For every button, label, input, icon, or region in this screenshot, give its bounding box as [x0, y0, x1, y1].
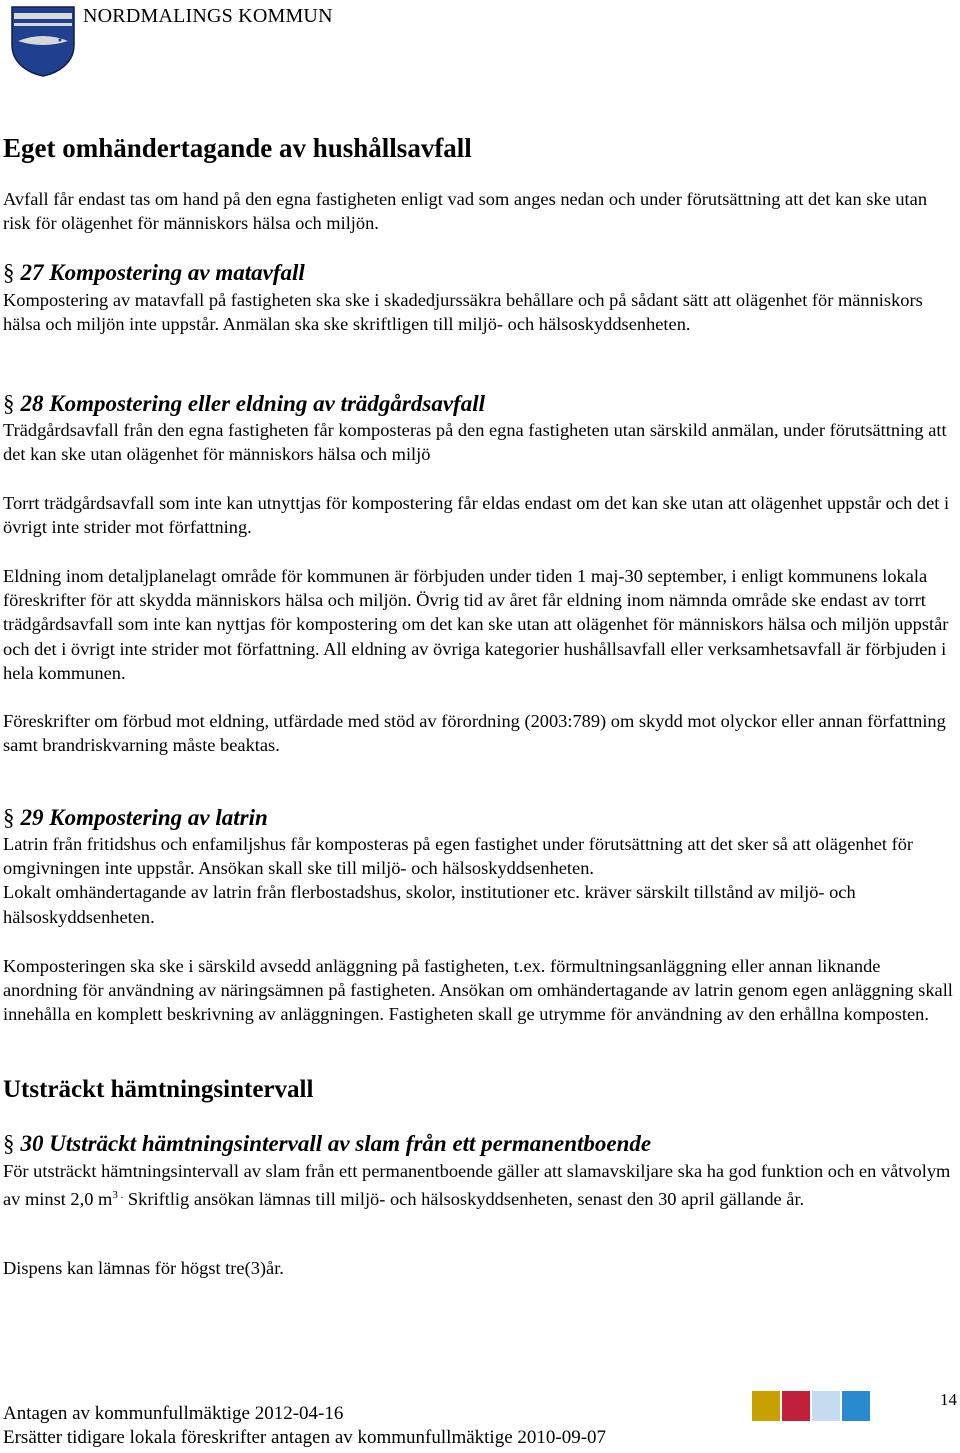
section-28-heading: [3, 391, 485, 417]
section-30-heading: [3, 1131, 651, 1157]
paragraph-29-latrine-a: Latrin från fritidshus och enfamiljshus får komposteras på egen fastighet under förutsättning att det sker så att olägenhet för omgivningen inte uppstår. Ansökan skall ske till miljö- och hälsoskyddsenheten.: [3, 834, 914, 879]
footer-square-blue: [842, 1391, 870, 1421]
paragraph-28-burning: Eldning inom detaljplanelagt område för kommunen är förbjuden under tiden 1 maj-30 september, i enligt kommunens lokala föreskrifter för att skydda människors hälsa och miljön. Övrig tid av året får eldning inom nämnda område ske endast av torrt trädgårdsavfall som inte kan nyttjas för kompostering om det kan ske utan att olägenhet för människors hälsa och miljön uppstår och det i övrigt inte strider mot författning. All eldning av övriga kategorier hushållsavfall eller verksamhetsavfall är förbjuden i hela kommunen.: [3, 566, 949, 683]
section-sign: §: [3, 391, 15, 416]
paragraph-29-latrine-b: Lokalt omhändertagande av latrin från flerbostadshus, skolor, institutioner etc. kräver särskilt tillstånd av miljö- och hälsoskyddsenheten.: [3, 882, 856, 927]
paragraph-29-latrine: [3, 832, 959, 929]
section-29-title: 29 Kompostering av latrin: [20, 805, 268, 830]
paragraph-28-garden-waste: Trädgårdsavfall från den egna fastigheten får komposteras på den egna fastigheten utan särskild anmälan, under förutsättning att det kan ske utan olägenhet för människors hälsa och miljö: [3, 420, 947, 465]
section-sign: §: [3, 1131, 15, 1156]
footer-square-lightblue: [812, 1391, 840, 1421]
heading-own-disposal: Eget omhändertagande av hushållsavfall: [3, 133, 472, 163]
footer-adopted: Antagen av kommunfullmäktige 2012-04-16: [3, 1403, 344, 1424]
section-27-title: 27 Kompostering av matavfall: [20, 260, 305, 285]
paragraph-30-text-1: För utsträckt hämtningsintervall av slam från ett permanentboende gäller att slamavskiljare ska ha god funktion och en våtvolym av minst 2,0 m: [3, 1161, 951, 1210]
section-29-heading: [3, 805, 268, 831]
section-30-title: 30 Utsträckt hämtningsintervall av slam från ett permanentboende: [20, 1131, 652, 1156]
heading-extended-interval: Utsträckt hämtningsintervall: [3, 1076, 314, 1103]
municipal-coat-of-arms: [10, 5, 76, 77]
paragraph-section-27: Kompostering av matavfall på fastigheten ska ske i skadedjurssäkra behållare och på sådant sätt att olägenhet för människors hälsa och miljön inte uppstår. Anmälan ska ske skriftligen till miljö- och hälsoskyddsenheten.: [3, 290, 923, 335]
footer-square-gold: [752, 1391, 780, 1421]
cubic-superscript: 3 .: [112, 1189, 124, 1202]
section-28-title: 28 Kompostering eller eldning av trädgårdsavfall: [20, 391, 485, 416]
paragraph-28-regulations: Föreskrifter om förbud mot eldning, utfärdade med stöd av förordning (2003:789) om skydd mot olyckor eller annan författning samt brandriskvarning måste beaktas.: [3, 711, 946, 756]
paragraph-30-text-2: Skriftlig ansökan lämnas till miljö- och hälsoskyddsenheten, senast den 30 april gällande år.: [123, 1189, 805, 1210]
organization-name: NORDMALINGS KOMMUN: [83, 5, 333, 27]
paragraph-30-dispensation: Dispens kan lämnas för högst tre(3)år.: [3, 1258, 284, 1278]
section-27-heading: [3, 260, 305, 286]
page-number: 14: [940, 1390, 957, 1409]
paragraph-29-composting: Komposteringen ska ske i särskild avsedd anläggning på fastigheten, t.ex. förmultningsanläggning eller annan liknande anordning för användning av näringsämnen på fastigheten. Ansökan om omhändertagande av latrin genom egen anläggning skall innehålla en komplett beskrivning av anläggningen. Fastigheten skall ge utrymme för användning av den erhållna komposten.: [3, 956, 953, 1025]
footer-replaces: Ersätter tidigare lokala föreskrifter antagen av kommunfullmäktige 2010-09-07: [3, 1427, 607, 1448]
footer-square-red: [782, 1391, 810, 1421]
paragraph-28-dry-waste: Torrt trädgårdsavfall som inte kan utnyttjas för kompostering får eldas endast om det kan ske utan att olägenhet uppstår och det i övrigt inte strider mot författning.: [3, 493, 950, 538]
paragraph-30-sludge: [3, 1159, 959, 1212]
section-sign: §: [3, 260, 15, 285]
section-sign: §: [3, 805, 15, 830]
paragraph-own-disposal: Avfall får endast tas om hand på den egna fastigheten enligt vad som anges nedan och under förutsättning att det kan ske utan risk för olägenhet för människors hälsa och miljön.: [3, 189, 928, 234]
